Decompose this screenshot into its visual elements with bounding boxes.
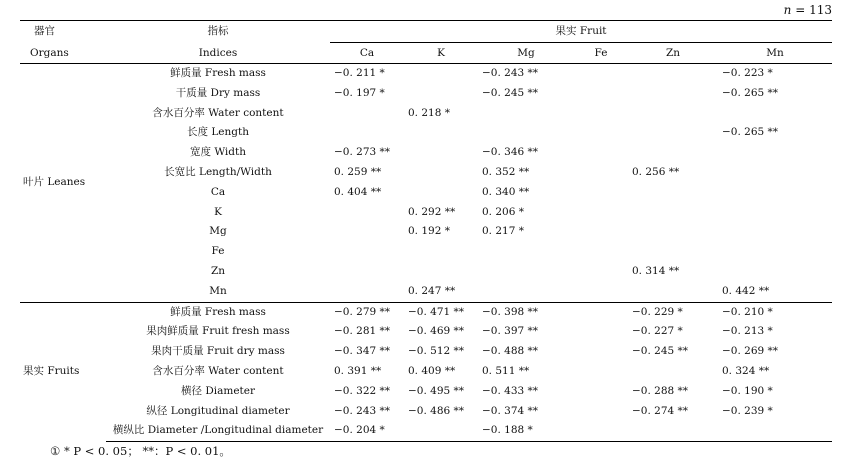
- footnote-marker: ①: [50, 444, 61, 458]
- value-cell: [574, 402, 628, 422]
- value-cell: −0. 243 **: [482, 67, 539, 79]
- footnote-text: * P < 0. 05； **：P < 0. 01。: [60, 444, 231, 458]
- value-cell: [628, 64, 718, 84]
- value-cell: −0. 274 **: [632, 404, 689, 417]
- value-cell: −0. 197 *: [334, 86, 385, 99]
- value-cell: 0. 247 **: [404, 282, 478, 302]
- column-header: Zn: [628, 43, 718, 64]
- value-cell: −0. 469 **: [408, 325, 465, 338]
- index-label: Mn: [106, 282, 330, 302]
- value-cell: [404, 262, 478, 282]
- value-cell: 0. 292 **: [408, 205, 456, 218]
- index-label: Zn: [210, 264, 226, 277]
- organ-header-en: Organs: [20, 43, 106, 64]
- table-row: [20, 302, 832, 322]
- index-label: Ca: [210, 185, 226, 198]
- value-cell: [628, 123, 718, 143]
- value-cell: −0. 239 *: [722, 404, 773, 417]
- index-label: K: [214, 205, 222, 218]
- value-cell: [574, 64, 628, 84]
- index-label: Mg: [209, 225, 227, 238]
- organ-header-zh: 器官: [20, 21, 106, 43]
- table-row: [20, 342, 832, 362]
- value-cell: 0. 340 **: [482, 185, 530, 198]
- index-label: 鲜质量 Fresh mass: [170, 67, 266, 79]
- value-cell: −0. 398 **: [482, 305, 539, 318]
- value-cell: [628, 362, 718, 382]
- index-label: 干质量 Dry mass: [175, 86, 261, 99]
- index-label: 纵径 Longitudinal diameter: [146, 404, 290, 417]
- sample-size-label: [784, 3, 832, 17]
- value-cell: [718, 262, 832, 282]
- value-cell: −0. 213 *: [722, 325, 773, 338]
- organ-label: 果实 Fruits: [23, 365, 80, 378]
- value-cell: [574, 262, 628, 282]
- value-cell: [574, 302, 628, 322]
- sample-size-symbol: n: [783, 3, 792, 17]
- value-cell: [574, 282, 628, 302]
- value-cell: [628, 84, 718, 104]
- organ-label: 叶片 Leanes: [20, 64, 106, 303]
- value-cell: 0. 314 **: [632, 264, 680, 277]
- value-cell: 0. 192 *: [408, 225, 450, 238]
- value-cell: 0. 206 *: [482, 205, 524, 218]
- value-cell: 0. 218 *: [408, 106, 450, 119]
- value-cell: −0. 281 **: [334, 325, 391, 338]
- value-cell: [330, 262, 404, 282]
- table-row: [20, 322, 832, 342]
- value-cell: [718, 203, 832, 223]
- value-cell: [574, 104, 628, 124]
- table-row: [20, 203, 832, 223]
- table-row: [20, 84, 832, 104]
- index-label: 横纵比 Diameter /Longitudinal diameter: [106, 421, 330, 441]
- value-cell: [574, 203, 628, 223]
- index-label: Fe: [211, 245, 225, 258]
- value-cell: [478, 262, 574, 282]
- value-cell: [718, 163, 832, 183]
- value-cell: −0. 204 *: [330, 421, 404, 441]
- value-cell: 0. 511 **: [482, 364, 530, 377]
- footnote: [50, 443, 231, 459]
- column-header: Mg: [478, 43, 574, 64]
- value-cell: 0. 409 **: [408, 364, 456, 377]
- value-cell: −0. 269 **: [722, 345, 779, 358]
- value-cell: [330, 222, 404, 242]
- value-cell: [718, 421, 832, 441]
- value-cell: [404, 242, 478, 262]
- correlation-table: [20, 20, 832, 442]
- value-cell: −0. 273 **: [334, 146, 391, 159]
- value-cell: −0. 223 *: [722, 67, 773, 79]
- value-cell: 0. 259 **: [334, 165, 382, 178]
- value-cell: [628, 242, 718, 262]
- value-cell: −0. 229 *: [632, 305, 683, 318]
- value-cell: −0. 245 **: [632, 345, 689, 358]
- column-header: Mn: [718, 43, 832, 64]
- value-cell: −0. 397 **: [482, 325, 539, 338]
- value-cell: [478, 282, 574, 302]
- index-label: 长宽比 Length/Width: [164, 165, 272, 178]
- value-cell: [718, 104, 832, 124]
- value-cell: [574, 382, 628, 402]
- fruit-group-header: 果实 Fruit: [330, 21, 832, 43]
- value-cell: [330, 104, 404, 124]
- value-cell: [574, 362, 628, 382]
- value-cell: [478, 104, 574, 124]
- index-label: 鲜质量 Fresh mass: [170, 305, 266, 318]
- value-cell: [628, 222, 718, 242]
- value-cell: [478, 242, 574, 262]
- table-row: [20, 143, 832, 163]
- value-cell: −0. 245 **: [482, 86, 539, 99]
- index-header-en: Indices: [106, 43, 330, 64]
- value-cell: [330, 203, 404, 223]
- value-cell: [574, 163, 628, 183]
- value-cell: −0. 211 *: [334, 67, 385, 79]
- table-row: [20, 104, 832, 124]
- value-cell: [574, 242, 628, 262]
- value-cell: [718, 183, 832, 203]
- value-cell: [718, 222, 832, 242]
- value-cell: [330, 242, 404, 262]
- value-cell: [628, 183, 718, 203]
- value-cell: −0. 188 *: [478, 421, 574, 441]
- index-label: 横径 Diameter: [181, 384, 255, 397]
- index-label: 含水百分率 Water content: [152, 364, 284, 377]
- index-header-zh: 指标: [106, 21, 330, 43]
- value-cell: [574, 222, 628, 242]
- value-cell: [330, 282, 404, 302]
- index-label: 含水百分率 Water content: [152, 106, 284, 119]
- table-body: [20, 64, 832, 442]
- value-cell: [628, 282, 718, 302]
- value-cell: 0. 352 **: [482, 165, 530, 178]
- value-cell: [574, 421, 628, 441]
- table-row: [20, 222, 832, 242]
- column-header: K: [404, 43, 478, 64]
- value-cell: [478, 123, 574, 143]
- value-cell: [404, 163, 478, 183]
- index-label: 宽度 Width: [189, 146, 246, 159]
- value-cell: [628, 104, 718, 124]
- value-cell: [628, 421, 718, 441]
- table-row: [20, 362, 832, 382]
- table-row: [20, 183, 832, 203]
- value-cell: 0. 256 **: [632, 165, 680, 178]
- table-row: [20, 262, 832, 282]
- value-cell: −0. 279 **: [334, 305, 391, 318]
- index-label: 果肉干质量 Fruit dry mass: [151, 345, 285, 358]
- value-cell: [404, 84, 478, 104]
- value-cell: [330, 123, 404, 143]
- value-cell: −0. 288 **: [632, 384, 689, 397]
- value-cell: −0. 512 **: [408, 345, 465, 358]
- value-cell: [574, 84, 628, 104]
- value-cell: [404, 183, 478, 203]
- value-cell: 0. 442 **: [718, 282, 832, 302]
- value-cell: −0. 471 **: [408, 305, 465, 318]
- value-cell: [718, 143, 832, 163]
- table-row: [20, 282, 832, 302]
- column-header: Ca: [330, 43, 404, 64]
- value-cell: 0. 404 **: [334, 185, 382, 198]
- value-cell: 0. 391 **: [334, 364, 382, 377]
- value-cell: −0. 374 **: [482, 404, 539, 417]
- value-cell: −0. 265 **: [722, 126, 779, 139]
- table-row: [20, 242, 832, 262]
- value-cell: [574, 123, 628, 143]
- table-row: [20, 163, 832, 183]
- value-cell: [404, 421, 478, 441]
- value-cell: −0. 495 **: [408, 384, 465, 397]
- value-cell: [404, 123, 478, 143]
- value-cell: [574, 143, 628, 163]
- value-cell: [404, 64, 478, 84]
- value-cell: [574, 342, 628, 362]
- value-cell: −0. 486 **: [408, 404, 465, 417]
- value-cell: [404, 143, 478, 163]
- value-cell: −0. 346 **: [482, 146, 539, 159]
- value-cell: [628, 203, 718, 223]
- value-cell: −0. 190 *: [722, 384, 773, 397]
- value-cell: −0. 488 **: [482, 345, 539, 358]
- value-cell: −0. 347 **: [334, 345, 391, 358]
- value-cell: [718, 242, 832, 262]
- value-cell: −0. 433 **: [482, 384, 539, 397]
- index-label: 果肉鲜质量 Fruit fresh mass: [146, 325, 290, 338]
- table-row: [20, 123, 832, 143]
- value-cell: 0. 324 **: [722, 364, 770, 377]
- table-row: [20, 382, 832, 402]
- table-row: [20, 402, 832, 422]
- column-header: Fe: [574, 43, 628, 64]
- table-row: [20, 421, 832, 441]
- value-cell: [574, 183, 628, 203]
- value-cell: [574, 322, 628, 342]
- value-cell: −0. 227 *: [632, 325, 683, 338]
- value-cell: −0. 243 **: [334, 404, 391, 417]
- value-cell: −0. 265 **: [722, 86, 779, 99]
- value-cell: [628, 143, 718, 163]
- table-row: [20, 64, 832, 84]
- value-cell: −0. 322 **: [334, 384, 391, 397]
- index-label: 长度 Length: [187, 126, 249, 139]
- value-cell: −0. 210 *: [722, 305, 773, 318]
- sample-size-value: = 113: [791, 3, 832, 17]
- value-cell: 0. 217 *: [482, 225, 524, 238]
